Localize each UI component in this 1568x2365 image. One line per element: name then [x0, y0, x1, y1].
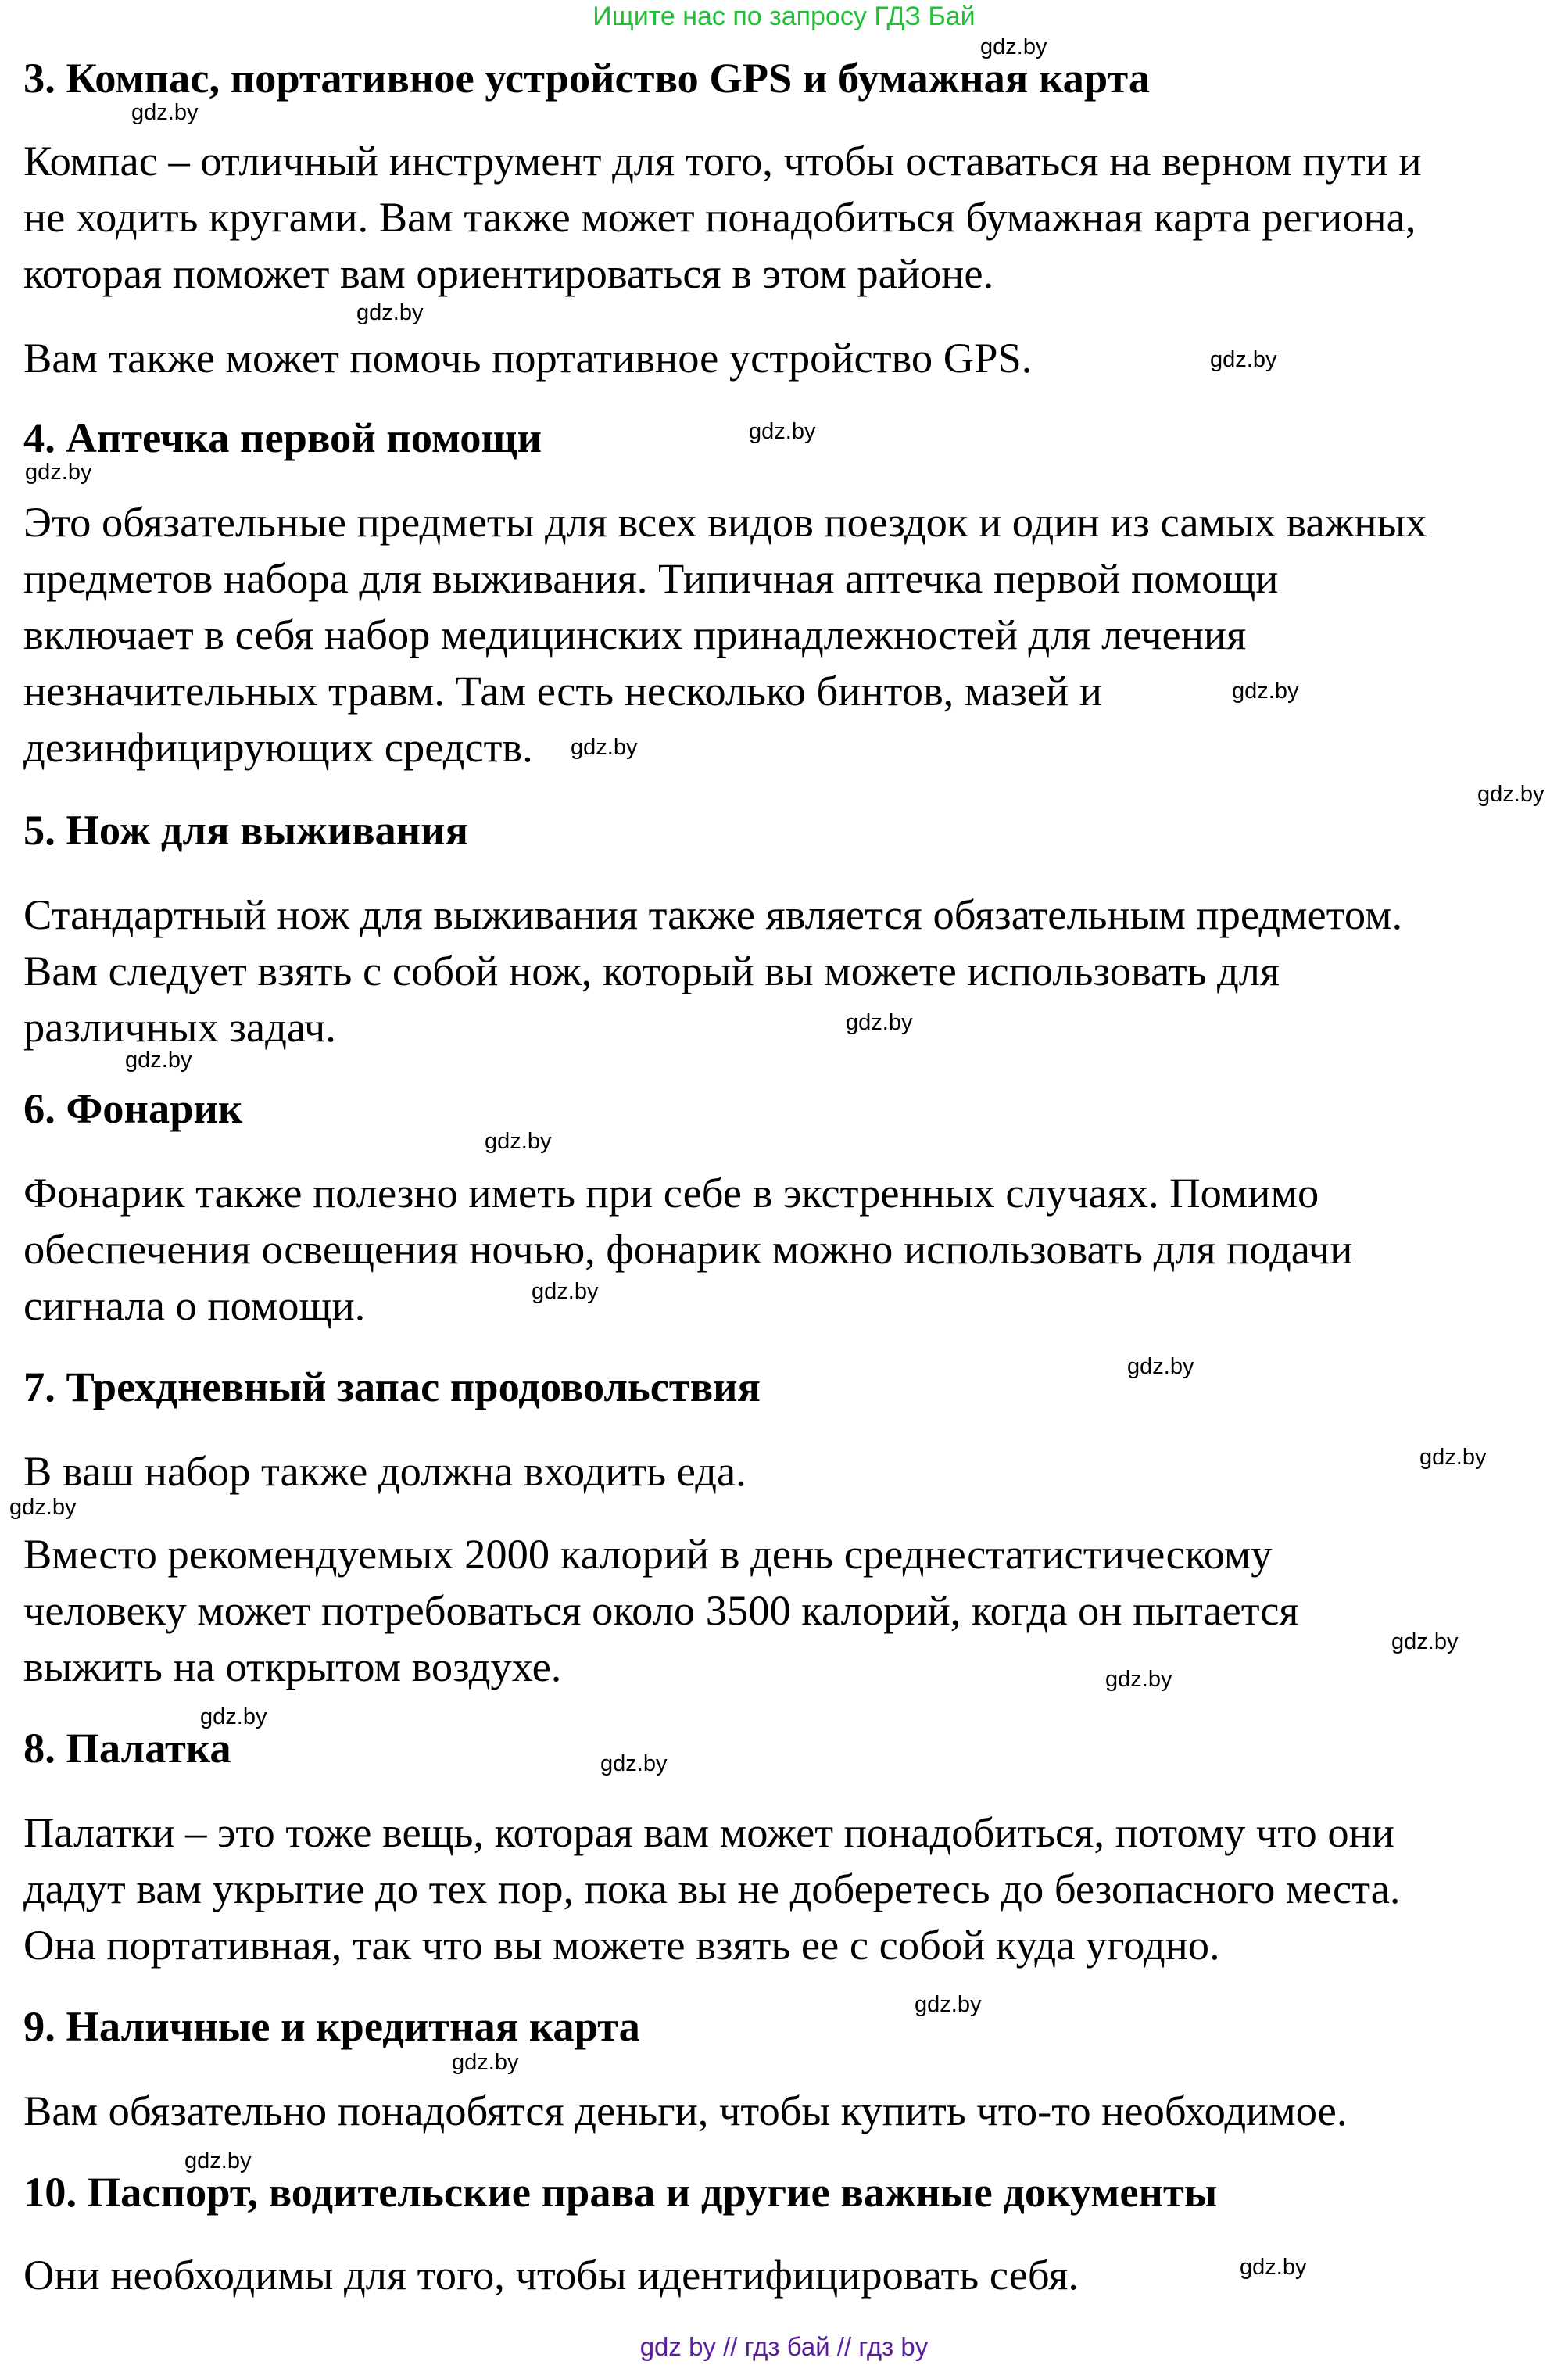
watermark: gdz.by — [749, 419, 816, 444]
text-line: Вам обязательно понадобятся деньги, чтобы купить что-то необходимое. — [23, 2087, 1348, 2134]
watermark: gdz.by — [125, 1048, 192, 1073]
text-line: Вам следует взять с собой нож, который вы можете использовать для — [23, 947, 1280, 994]
section-7-heading: 7. Трехдневный запас продовольствия — [23, 1363, 761, 1410]
watermark: gdz.by — [1391, 1629, 1459, 1654]
section-3-paragraph-2 — [23, 330, 1032, 386]
text-line: человеку может потребоваться около 3500 калорий, когда он пытается — [23, 1586, 1299, 1634]
section-3-heading: 3. Компас, портативное устройство GPS и бумажная карта — [23, 54, 1151, 102]
section-10-paragraph-1 — [23, 2247, 1079, 2303]
text-line: В ваш набор также должна входить еда. — [23, 1447, 746, 1495]
text-line: сигнала о помощи. — [23, 1281, 366, 1329]
section-4-heading: 4. Аптечка первой помощи — [23, 414, 542, 461]
section-6-paragraph-1 — [23, 1165, 1352, 1334]
watermark: gdz.by — [600, 1751, 668, 1776]
text-line: Фонарик также полезно иметь при себе в экстренных случаях. Помимо — [23, 1169, 1319, 1217]
watermark: gdz.by — [1240, 2255, 1307, 2280]
text-line: которая поможет вам ориентироваться в этом районе. — [23, 249, 994, 297]
watermark: gdz.by — [1127, 1354, 1194, 1379]
watermark: gdz.by — [200, 1704, 267, 1729]
watermark: gdz.by — [915, 1992, 982, 2017]
section-9-heading: 9. Наличные и кредитная карта — [23, 2002, 640, 2050]
watermark: gdz.by — [184, 2148, 252, 2173]
watermark: gdz.by — [846, 1010, 913, 1035]
text-line: дезинфицирующих средств. — [23, 723, 533, 771]
watermark: gdz.by — [571, 735, 638, 760]
text-line: Палатки – это тоже вещь, которая вам может понадобиться, потому что они — [23, 1808, 1394, 1856]
text-line: не ходить кругами. Вам также может понадобиться бумажная карта региона, — [23, 193, 1416, 241]
section-4-paragraph-1 — [23, 494, 1427, 776]
text-line: различных задач. — [23, 1003, 336, 1051]
text-line: Это обязательные предметы для всех видов поездок и один из самых важных — [23, 498, 1427, 546]
watermark: gdz.by — [980, 34, 1047, 59]
footer-links: gdz by // гдз бай // гдз by — [639, 2332, 929, 2361]
watermark: gdz.by — [25, 460, 92, 485]
text-line: дадут вам укрытие до тех пор, пока вы не доберетесь до безопасного места. — [23, 1865, 1401, 1912]
text-line: Они необходимы для того, чтобы идентифицировать себя. — [23, 2251, 1079, 2299]
text-line: обеспечения освещения ночью, фонарик можно использовать для подачи — [23, 1225, 1353, 1273]
section-6-heading: 6. Фонарик — [23, 1084, 243, 1132]
section-8-heading: 8. Палатка — [23, 1724, 231, 1772]
watermark: gdz.by — [131, 100, 199, 125]
section-5-paragraph-1 — [23, 887, 1402, 1055]
watermark: gdz.by — [9, 1495, 77, 1520]
section-10-heading: 10. Паспорт, водительские права и другие важные документы — [23, 2168, 1218, 2216]
watermark: gdz.by — [1232, 679, 1299, 704]
watermark: gdz.by — [1419, 1445, 1487, 1470]
watermark: gdz.by — [532, 1279, 599, 1304]
watermark: gdz.by — [485, 1129, 552, 1154]
watermark: gdz.by — [1477, 782, 1545, 807]
watermark: gdz.by — [1105, 1667, 1172, 1692]
section-8-paragraph-1 — [23, 1804, 1401, 1973]
text-line: незначительных травм. Там есть несколько бинтов, мазей и — [23, 667, 1102, 715]
watermark: gdz.by — [1210, 347, 1277, 372]
text-line: Вам также может помочь портативное устройство GPS. — [23, 334, 1033, 382]
section-7-paragraph-1 — [23, 1443, 746, 1500]
watermark: gdz.by — [452, 2050, 519, 2075]
watermark: gdz.by — [356, 300, 424, 325]
text-line: предметов набора для выживания. Типичная аптечка первой помощи — [23, 554, 1279, 602]
section-5-heading: 5. Нож для выживания — [23, 806, 469, 854]
section-3-paragraph-1 — [23, 133, 1422, 302]
text-line: включает в себя набор медицинских принадлежностей для лечения — [23, 611, 1247, 658]
section-9-paragraph-1 — [23, 2083, 1347, 2139]
text-line: Она портативная, так что вы можете взять ее с собой куда угодно. — [23, 1921, 1220, 1969]
text-line: Вместо рекомендуемых 2000 калорий в день среднестатистическому — [23, 1530, 1273, 1578]
text-line: Компас – отличный инструмент для того, чтобы оставаться на верном пути и — [23, 137, 1422, 185]
text-line: Стандартный нож для выживания также является обязательным предметом. — [23, 890, 1403, 938]
search-banner: Ищите нас по запросу ГДЗ Бай — [592, 2, 976, 31]
text-line: выжить на открытом воздухе. — [23, 1643, 562, 1690]
